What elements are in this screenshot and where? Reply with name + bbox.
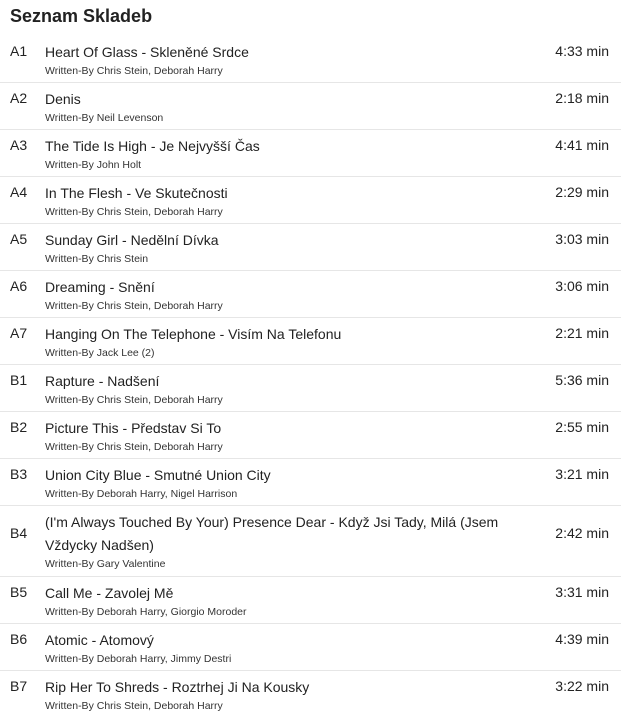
track-duration: 2:42 min bbox=[555, 525, 609, 541]
track-row bbox=[0, 365, 621, 412]
track-credits: Written-By Chris Stein, Deborah Harry bbox=[45, 206, 223, 218]
track-duration: 3:22 min bbox=[555, 678, 609, 694]
track-position: A2 bbox=[10, 90, 28, 106]
track-position: B3 bbox=[10, 466, 28, 482]
track-position: B2 bbox=[10, 419, 28, 435]
track-credits: Written-By Deborah Harry, Giorgio Moroder bbox=[45, 606, 247, 618]
track-credits: Written-By Chris Stein, Deborah Harry bbox=[45, 441, 223, 453]
track-credits: Written-By Jack Lee (2) bbox=[45, 347, 155, 359]
track-title: Atomic - Atomový bbox=[45, 632, 154, 648]
track-duration: 5:36 min bbox=[555, 372, 609, 388]
track-row bbox=[0, 459, 621, 506]
section-title: Seznam Skladeb bbox=[10, 6, 153, 26]
track-duration: 3:06 min bbox=[555, 278, 609, 294]
track-position: A1 bbox=[10, 43, 28, 59]
track-row bbox=[0, 624, 621, 671]
track-main bbox=[45, 676, 525, 713]
track-main bbox=[45, 464, 525, 501]
track-row bbox=[0, 36, 621, 83]
track-duration: 3:03 min bbox=[555, 231, 609, 247]
track-row bbox=[0, 506, 621, 577]
track-credits: Written-By Chris Stein, Deborah Harry bbox=[45, 300, 223, 312]
track-row bbox=[0, 130, 621, 177]
track-title: Sunday Girl - Nedělní Dívka bbox=[45, 232, 219, 248]
track-list bbox=[0, 36, 621, 718]
track-position: A5 bbox=[10, 231, 28, 247]
track-credits: Written-By Deborah Harry, Nigel Harrison bbox=[45, 488, 238, 500]
track-duration: 4:33 min bbox=[555, 43, 609, 59]
track-main bbox=[45, 511, 525, 571]
track-position: B1 bbox=[10, 372, 28, 388]
track-title: In The Flesh - Ve Skutečnosti bbox=[45, 185, 228, 201]
track-credits: Written-By Chris Stein, Deborah Harry bbox=[45, 65, 223, 77]
track-duration: 2:21 min bbox=[555, 325, 609, 341]
track-main bbox=[45, 229, 525, 266]
track-main bbox=[45, 182, 525, 219]
track-title: Rip Her To Shreds - Roztrhej Ji Na Kousky bbox=[45, 679, 310, 695]
track-position: B7 bbox=[10, 678, 28, 694]
track-credits: Written-By Chris Stein, Deborah Harry bbox=[45, 700, 223, 712]
track-row bbox=[0, 177, 621, 224]
track-main bbox=[45, 370, 525, 407]
track-duration: 4:39 min bbox=[555, 631, 609, 647]
track-position: B6 bbox=[10, 631, 28, 647]
track-row bbox=[0, 318, 621, 365]
track-title: Picture This - Představ Si To bbox=[45, 420, 222, 436]
track-main bbox=[45, 417, 525, 454]
track-row bbox=[0, 224, 621, 271]
track-title: Rapture - Nadšení bbox=[45, 373, 160, 389]
track-credits: Written-By John Holt bbox=[45, 159, 142, 171]
track-main bbox=[45, 135, 525, 172]
track-position: A7 bbox=[10, 325, 28, 341]
track-position: B5 bbox=[10, 584, 28, 600]
track-duration: 4:41 min bbox=[555, 137, 609, 153]
track-credits: Written-By Neil Levenson bbox=[45, 112, 164, 124]
track-row bbox=[0, 671, 621, 718]
track-main bbox=[45, 276, 525, 313]
track-duration: 2:18 min bbox=[555, 90, 609, 106]
track-title: Denis bbox=[45, 91, 81, 107]
track-title: The Tide Is High - Je Nejvyšší Čas bbox=[45, 138, 260, 154]
track-title: Call Me - Zavolej Mě bbox=[45, 585, 174, 601]
track-title: Heart Of Glass - Skleněné Srdce bbox=[45, 44, 249, 60]
track-duration: 3:31 min bbox=[555, 584, 609, 600]
track-title: Union City Blue - Smutné Union City bbox=[45, 467, 271, 483]
track-credits: Written-By Deborah Harry, Jimmy Destri bbox=[45, 653, 232, 665]
track-row bbox=[0, 412, 621, 459]
track-credits: Written-By Gary Valentine bbox=[45, 558, 166, 570]
track-credits: Written-By Chris Stein, Deborah Harry bbox=[45, 394, 223, 406]
track-title: Dreaming - Snění bbox=[45, 279, 155, 295]
track-row bbox=[0, 83, 621, 130]
track-main bbox=[45, 88, 525, 125]
track-main bbox=[45, 629, 525, 666]
track-main bbox=[45, 41, 525, 78]
track-position: A3 bbox=[10, 137, 28, 153]
track-position: B4 bbox=[10, 525, 28, 541]
track-row bbox=[0, 271, 621, 318]
track-duration: 3:21 min bbox=[555, 466, 609, 482]
track-position: A4 bbox=[10, 184, 28, 200]
track-main bbox=[45, 323, 525, 360]
track-title: Hanging On The Telephone - Visím Na Telefonu bbox=[45, 326, 342, 342]
track-credits: Written-By Chris Stein bbox=[45, 253, 149, 265]
track-duration: 2:55 min bbox=[555, 419, 609, 435]
track-position: A6 bbox=[10, 278, 28, 294]
track-duration: 2:29 min bbox=[555, 184, 609, 200]
track-row bbox=[0, 577, 621, 624]
track-title: (I'm Always Touched By Your) Presence Dear - Když Jsi Tady, Milá (Jsem Vždycky Nadšen) bbox=[45, 514, 499, 553]
track-main bbox=[45, 582, 525, 619]
